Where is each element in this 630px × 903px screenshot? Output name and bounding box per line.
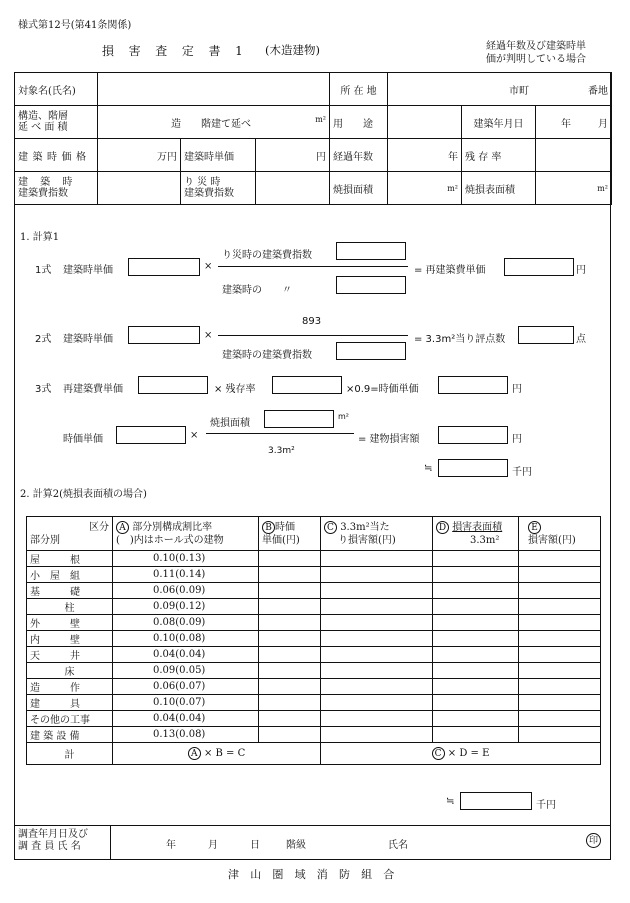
man-yen-unit: 万円 [157, 151, 177, 163]
component-ratio: 0.04(0.04) [113, 711, 259, 727]
f1-denominator: 建築時の 〃 [222, 285, 292, 296]
damage-per-3-3m2-cell[interactable] [321, 695, 433, 711]
circle-b-mark: B [262, 521, 275, 534]
damage-surface-area-cell[interactable] [433, 727, 519, 743]
component-ratio: 0.09(0.05) [113, 663, 259, 679]
build-unit-price-label: 建築時単価 [181, 139, 256, 172]
table-row [27, 551, 601, 567]
component-ratio: 0.06(0.07) [113, 679, 259, 695]
header-col-c [321, 517, 433, 551]
market-unit-price-cell[interactable] [259, 711, 321, 727]
header-kubun: 区分 [89, 521, 109, 533]
table-row [27, 631, 601, 647]
disaster-index-label [181, 172, 256, 205]
f1-disaster-index-input[interactable] [336, 242, 406, 260]
circle-d-mark: D [436, 521, 449, 534]
footer-divider-top [14, 825, 611, 826]
disaster-index-label-line1: り 災 時 [184, 177, 221, 188]
structure-value: 造 階建て延べ [171, 118, 251, 130]
built-date-label: 建築年月日 [462, 106, 536, 139]
m2-unit-a: m² [447, 183, 459, 193]
table-row [27, 647, 601, 663]
info-row-price [15, 139, 612, 172]
header-b-line1: 時価 [275, 521, 295, 533]
damage-surface-area-cell[interactable] [433, 663, 519, 679]
damage-per-3-3m2-cell[interactable] [321, 711, 433, 727]
f2-build-index-input[interactable] [336, 342, 406, 360]
component-ratio: 0.10(0.13) [113, 551, 259, 567]
calc2-total-row [27, 743, 601, 765]
damage-amount-cell[interactable] [519, 567, 601, 583]
f2-times: × [204, 330, 213, 341]
f1-fraction-bar [218, 266, 408, 267]
table-row [27, 663, 601, 679]
calc2-table [26, 516, 601, 765]
component-ratio: 0.04(0.04) [113, 647, 259, 663]
table-row [27, 567, 601, 583]
total-circle-a: A [188, 747, 201, 760]
damage-per-3-3m2-cell[interactable] [321, 727, 433, 743]
calc1-approx-sign: ≒ [424, 463, 433, 474]
header-c-line2: り損害額(円) [338, 534, 396, 546]
survey-label-line2: 調 査 員 氏 名 [18, 841, 81, 852]
f3-unit: 円 [512, 384, 522, 395]
table-row [27, 583, 601, 599]
damage-surface-area-cell[interactable] [433, 711, 519, 727]
market-unit-price-cell[interactable] [259, 631, 321, 647]
damage-per-3-3m2-cell[interactable] [321, 599, 433, 615]
info-table [14, 72, 612, 205]
header-d-line2: 3.3m² [470, 534, 500, 546]
calc1-thousand-yen-input[interactable] [438, 459, 508, 477]
structure-field[interactable] [98, 106, 330, 139]
component-ratio: 0.08(0.09) [113, 615, 259, 631]
burned-surface-field[interactable] [536, 172, 612, 205]
damage-amount-cell[interactable] [519, 615, 601, 631]
f2-numerator: 893 [302, 316, 322, 327]
header-a-line1: 部分別構成割比率 [132, 521, 213, 533]
f1-left-label: 建築時単価 [63, 265, 113, 276]
component-ratio: 0.11(0.14) [113, 567, 259, 583]
damage-amount-cell[interactable] [519, 583, 601, 599]
calc2-thousand-yen-input[interactable] [460, 792, 532, 810]
f4-left-label: 時価単価 [63, 434, 103, 445]
month-unit: 月 [598, 118, 609, 130]
calc2-body [27, 551, 601, 743]
build-unit-price-field[interactable] [256, 139, 330, 172]
location-field[interactable] [388, 73, 612, 106]
market-unit-price-cell[interactable] [259, 583, 321, 599]
part-name: 小 屋 組 [27, 567, 113, 583]
damage-amount-cell[interactable] [519, 551, 601, 567]
f3-result-label: ×0.9=時価単価 [346, 384, 419, 395]
component-ratio: 0.09(0.12) [113, 599, 259, 615]
build-index-label-line2: 建築費指数 [18, 188, 68, 199]
part-name: その他の工事 [27, 711, 113, 727]
circle-a-mark: A [116, 521, 129, 534]
f1-build-index-input[interactable] [336, 276, 406, 294]
damage-amount-cell[interactable] [519, 599, 601, 615]
part-name: 天 井 [27, 647, 113, 663]
build-index-label [15, 172, 98, 205]
f1-result-label: = 再建築費単価 [414, 265, 486, 276]
calc2-thousand-yen-unit: 千円 [536, 800, 556, 811]
damage-amount-cell[interactable] [519, 711, 601, 727]
part-name: 柱 [27, 599, 113, 615]
residual-field[interactable] [536, 139, 612, 172]
market-unit-price-cell[interactable] [259, 663, 321, 679]
use-label: 用 途 [330, 106, 388, 139]
build-price-label: 建築時価格 [15, 139, 98, 172]
survey-name-label: 氏名 [388, 840, 408, 851]
header-col-b [259, 517, 321, 551]
calc1-thousand-yen-unit: 千円 [512, 467, 532, 478]
damage-surface-area-cell[interactable] [433, 551, 519, 567]
f4-fraction-bar [206, 433, 354, 434]
elapsed-years-field[interactable] [388, 139, 462, 172]
subject-label: 対象名(氏名) [15, 73, 98, 106]
damage-amount-cell[interactable] [519, 679, 601, 695]
document-subtitle: (木造建物) [265, 43, 320, 57]
damage-amount-cell[interactable] [519, 647, 601, 663]
part-name: 屋 根 [27, 551, 113, 567]
header-bubun: 部分別 [30, 534, 60, 546]
f2-build-unit-price-input[interactable] [128, 326, 200, 344]
f1-build-unit-price-input[interactable] [128, 258, 200, 276]
burned-surface-label: 焼損表面積 [462, 172, 536, 205]
header-note-line1: 経過年数及び建築時単 [486, 41, 586, 52]
structure-label [15, 106, 98, 139]
damage-per-3-3m2-cell[interactable] [321, 679, 433, 695]
table-row [27, 695, 601, 711]
f2-result-label: = 3.3m²当り評点数 [414, 334, 506, 345]
f1-label: 1式 [35, 265, 52, 276]
total-label: 計 [27, 743, 113, 765]
subject-field[interactable] [98, 73, 330, 106]
damage-per-3-3m2-cell[interactable] [321, 551, 433, 567]
use-field[interactable] [388, 106, 462, 139]
structure-label-line1: 構造、階層 [18, 111, 68, 122]
f1-numerator: り災時の建築費指数 [222, 250, 312, 261]
f3-market-unit-price-input[interactable] [438, 376, 508, 394]
circle-e-mark: E [528, 521, 541, 534]
f2-fraction-bar [218, 335, 408, 336]
damage-surface-area-cell[interactable] [433, 583, 519, 599]
part-name: 外 壁 [27, 615, 113, 631]
damage-per-3-3m2-cell[interactable] [321, 663, 433, 679]
build-price-field[interactable] [98, 139, 181, 172]
f4-building-damage-input[interactable] [438, 426, 508, 444]
build-index-field[interactable] [98, 172, 181, 205]
f4-burned-area-input[interactable] [264, 410, 334, 428]
f3-residual-label: × 残存率 [214, 384, 256, 395]
table-row [27, 599, 601, 615]
form-number: 様式第12号(第41条関係) [18, 20, 132, 31]
survey-label-line1: 調査年月日及び [18, 829, 88, 840]
total-circle-c: C [432, 747, 445, 760]
damage-per-3-3m2-cell[interactable] [321, 647, 433, 663]
component-ratio: 0.06(0.09) [113, 583, 259, 599]
calc1-heading: 1. 計算1 [20, 232, 60, 243]
f3-label: 3式 [35, 384, 52, 395]
total-formula-cde-text: × D = E [447, 748, 490, 759]
info-row-index [15, 172, 612, 205]
f1-unit: 円 [576, 265, 586, 276]
yen-unit: 円 [316, 151, 327, 163]
area-unit: m² [315, 114, 327, 124]
f4-result-label: = 建物損害額 [358, 434, 420, 445]
part-name: 建 具 [27, 695, 113, 711]
total-formula-abc-text: × B = C [203, 748, 246, 759]
header-col-a [113, 517, 259, 551]
footer-divider-vertical [110, 825, 111, 860]
f3-left-label: 再建築費単価 [63, 384, 123, 395]
component-ratio: 0.10(0.08) [113, 631, 259, 647]
survey-year-unit: 年 [166, 840, 176, 851]
damage-surface-area-cell[interactable] [433, 679, 519, 695]
survey-label [18, 829, 88, 853]
market-unit-price-cell[interactable] [259, 727, 321, 743]
table-row [27, 711, 601, 727]
f2-unit: 点 [576, 334, 586, 345]
market-unit-price-cell[interactable] [259, 647, 321, 663]
calc2-header-row [27, 517, 601, 551]
damage-surface-area-cell[interactable] [433, 615, 519, 631]
disaster-index-field[interactable] [256, 172, 330, 205]
header-d-line1: 損害表面積 [452, 521, 503, 533]
header-col-d [433, 517, 519, 551]
f2-points-input[interactable] [518, 326, 574, 344]
organization-name: 津 山 圏 域 消 防 組 合 [228, 868, 399, 881]
total-formula-cde [321, 743, 601, 765]
damage-per-3-3m2-cell[interactable] [321, 615, 433, 631]
location-label: 所 在 地 [330, 73, 388, 106]
table-row [27, 727, 601, 743]
header-category [27, 517, 113, 551]
survey-rank-label: 階級 [286, 840, 306, 851]
market-unit-price-cell[interactable] [259, 567, 321, 583]
header-b-line2: 単価(円) [262, 534, 300, 546]
damage-per-3-3m2-cell[interactable] [321, 567, 433, 583]
part-name: 基 礎 [27, 583, 113, 599]
circle-c-mark: C [324, 521, 337, 534]
damage-amount-cell[interactable] [519, 663, 601, 679]
total-formula-abc [113, 743, 321, 765]
build-index-label-line1: 建 築 時 [18, 177, 77, 188]
table-row [27, 615, 601, 631]
damage-surface-area-cell[interactable] [433, 695, 519, 711]
market-unit-price-cell[interactable] [259, 679, 321, 695]
f4-numerator-unit: m² [338, 412, 349, 421]
f1-rebuild-unit-price-input[interactable] [504, 258, 574, 276]
market-unit-price-cell[interactable] [259, 695, 321, 711]
damage-per-3-3m2-cell[interactable] [321, 631, 433, 647]
document-title: 損 害 査 定 書 1 [102, 44, 249, 58]
damage-per-3-3m2-cell[interactable] [321, 583, 433, 599]
damage-surface-area-cell[interactable] [433, 599, 519, 615]
seal-icon: 印 [586, 833, 601, 848]
built-date-field[interactable] [536, 106, 612, 139]
f4-market-unit-price-input[interactable] [116, 426, 186, 444]
damage-surface-area-cell[interactable] [433, 647, 519, 663]
f4-unit: 円 [512, 434, 522, 445]
f4-times: × [190, 430, 199, 441]
damage-amount-cell[interactable] [519, 727, 601, 743]
elapsed-years-label: 経過年数 [330, 139, 388, 172]
part-name: 建 築 設 備 [27, 727, 113, 743]
f2-left-label: 建築時単価 [63, 334, 113, 345]
header-e-line1: 損害額(円) [528, 534, 576, 546]
market-unit-price-cell[interactable] [259, 615, 321, 631]
market-unit-price-cell[interactable] [259, 599, 321, 615]
table-row [27, 679, 601, 695]
component-ratio: 0.10(0.07) [113, 695, 259, 711]
lot-unit: 番地 [588, 85, 609, 97]
component-ratio: 0.13(0.08) [113, 727, 259, 743]
market-unit-price-cell[interactable] [259, 551, 321, 567]
f3-rebuild-unit-price-input[interactable] [138, 376, 208, 394]
info-row-structure [15, 106, 612, 139]
header-c-line1: 3.3m²当た [340, 521, 390, 533]
calc2-heading: 2. 計算2(焼損表面積の場合) [20, 489, 147, 500]
f4-denominator: 3.3m² [268, 446, 295, 456]
part-name: 内 壁 [27, 631, 113, 647]
info-row-subject [15, 73, 612, 106]
part-name: 床 [27, 663, 113, 679]
survey-day-unit: 日 [250, 840, 260, 851]
burned-area-field[interactable] [388, 172, 462, 205]
f2-denominator: 建築時の建築費指数 [222, 350, 312, 361]
residual-label: 残 存 率 [462, 139, 536, 172]
m2-unit-b: m² [597, 183, 609, 193]
structure-label-line2: 延 べ 面 積 [18, 122, 68, 133]
year-unit-2: 年 [448, 151, 459, 163]
year-unit: 年 [561, 118, 572, 130]
burned-area-label: 焼損面積 [330, 172, 388, 205]
header-col-e [519, 517, 601, 551]
damage-surface-area-cell[interactable] [433, 567, 519, 583]
f3-residual-input[interactable] [272, 376, 342, 394]
f4-numerator: 焼損面積 [210, 418, 250, 429]
disaster-index-label-line2: 建築費指数 [184, 188, 234, 199]
survey-month-unit: 月 [208, 840, 218, 851]
part-name: 造 作 [27, 679, 113, 695]
header-note-line2: 価が判明している場合 [486, 54, 586, 65]
f2-label: 2式 [35, 334, 52, 345]
damage-amount-cell[interactable] [519, 695, 601, 711]
damage-amount-cell[interactable] [519, 631, 601, 647]
header-a-line2: ( )内はホール式の建物 [116, 534, 224, 546]
city-unit: 市町 [509, 85, 530, 97]
damage-surface-area-cell[interactable] [433, 631, 519, 647]
f1-times: × [204, 261, 213, 272]
calc2-approx-sign: ≒ [446, 796, 455, 807]
